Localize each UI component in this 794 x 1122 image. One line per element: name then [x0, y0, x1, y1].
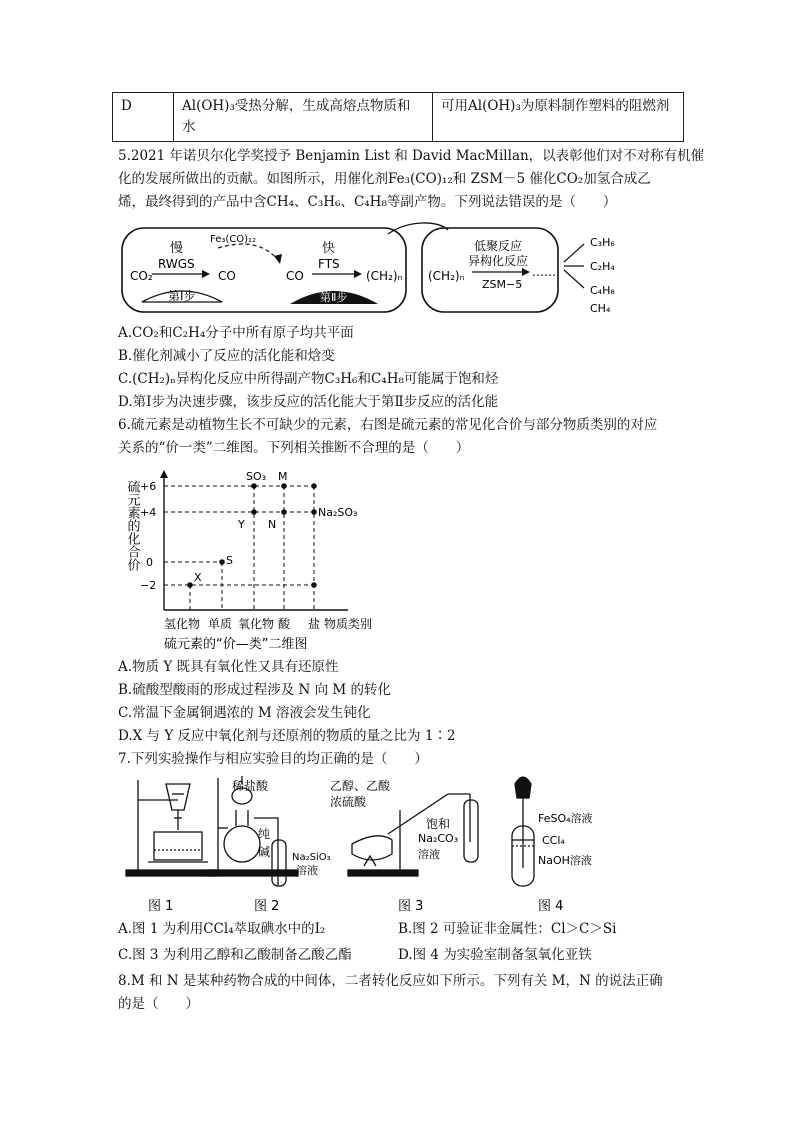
ytick-6: +6: [140, 480, 157, 493]
table-cell-label: D: [113, 93, 174, 142]
label-step1: 第Ⅰ步: [168, 289, 196, 303]
q8-line1: 8.M 和 N 是某种药物合成的中间体，二者转化反应如下所示。下列有关 M，N 的说法正确: [118, 973, 663, 989]
label-co-b: CO: [286, 269, 304, 283]
label-step2: 第Ⅱ步: [320, 291, 348, 304]
label-p2: C₂H₄: [590, 260, 615, 273]
q6-line2: 关系的“价一类”二维图。下列相关推断不合理的是（ ）: [118, 440, 470, 456]
q5-options: [118, 322, 678, 414]
q7-option-d: D.图 4 为实验室制备氢氧化亚铁: [398, 947, 592, 963]
label-fts: FTS: [318, 257, 340, 271]
xtick-oxide: 氧化物: [238, 617, 275, 631]
caption-fig1: 图 1: [148, 899, 174, 914]
label-feso4: FeSO₄溶液: [538, 812, 593, 825]
label-fast: 快: [322, 241, 336, 256]
label-ch2n-a: (CH₂)ₙ: [366, 269, 403, 283]
q5-reaction-diagram: [118, 222, 678, 322]
caption-fig4: 图 4: [538, 899, 564, 914]
arrow-oligomer-head: [522, 268, 530, 276]
label-pure: 纯: [258, 827, 271, 841]
ytick-4: +4: [140, 506, 157, 519]
ytick-neg2: −2: [140, 579, 157, 592]
xtick-salt: 盐: [308, 617, 321, 631]
label-catalyst: Fe₃(CO)₁₂: [210, 234, 257, 245]
dots: ……: [532, 265, 556, 279]
label-co2: CO₂: [130, 269, 153, 283]
point-s: [219, 559, 225, 565]
label-s: S: [226, 554, 233, 567]
table-cell-fact-line1: Al(OH)₃受热分解，生成高熔点物质和: [182, 98, 411, 114]
q6-option-a: A.物质 Y 既具有氧化性又具有还原性: [118, 659, 339, 675]
point-y: [251, 509, 257, 515]
label-p1: C₃H₆: [590, 236, 615, 249]
table-cell-fact-line2: 水: [182, 119, 196, 135]
q5-option-d: D.第Ⅰ步为决速步骤，该步反应的活化能大于第Ⅱ步反应的活化能: [118, 394, 499, 410]
label-p4: CH₄: [590, 302, 611, 315]
label-slow: 慢: [170, 241, 184, 256]
q5-line1: 5.2021 年诺贝尔化学奖授予 Benjamin List 和 David MacMillan，以表彰他们对不对称有机催: [118, 148, 705, 164]
label-co-a: CO: [218, 269, 236, 283]
label-x: X: [194, 571, 202, 584]
point-na2so3: [311, 509, 317, 515]
fig1-separatory-funnel: [126, 780, 216, 876]
ytick-0: 0: [146, 556, 153, 569]
label-ethanol-acid: 乙醇、乙酸: [330, 779, 391, 793]
label-y: Y: [238, 518, 245, 531]
label-soda: 碱: [258, 845, 271, 859]
q8-line2: 的是（ ）: [118, 996, 199, 1012]
q5-option-a: A.CO₂和C₂H₄分子中所有原子均共平面: [118, 325, 354, 341]
arrow-rwgs-head: [202, 270, 210, 278]
point-n: [281, 509, 287, 515]
label-solution-b: 溶液: [418, 848, 440, 861]
q5-line3: 烯，最终得到的产品中含CH₄、C₃H₆、C₄H₈等副产物。下列说法错误的是（ ）: [118, 194, 617, 210]
label-na2co3: Na₂CO₃: [418, 832, 459, 845]
label-na2so3: Na₂SO₃: [318, 506, 358, 519]
label-saturated: 饱和: [426, 817, 451, 831]
fig3-ester-apparatus: [348, 794, 478, 876]
grid-dashes: [164, 486, 314, 610]
arrow-p1: [564, 244, 584, 262]
question-6-stem: [118, 414, 678, 460]
question-8-stem: [118, 970, 678, 1016]
table-cell-fact: [174, 93, 433, 142]
option-table: [112, 92, 684, 142]
label-react-1: 低聚反应: [474, 239, 523, 253]
label-react-2: 异构化反应: [468, 254, 529, 268]
label-m: M: [278, 470, 288, 483]
q6-valence-chart: [118, 468, 378, 654]
xtick-element: 单质: [208, 617, 233, 631]
fig4-test-tube: [512, 777, 534, 886]
q5-option-b: B.催化剂减小了反应的活化能和焓变: [118, 348, 335, 364]
label-conc-h2so4: 浓硫酸: [330, 795, 367, 809]
q5-option-c: C.(CH₂)ₙ异构化反应中所得副产物C₃H₆和C₄H₈可能属于饱和烃: [118, 371, 499, 387]
table-row: [113, 93, 684, 142]
label-zsm: ZSM−5: [482, 278, 523, 291]
point-x: [187, 582, 193, 588]
caption-fig2: 图 2: [254, 899, 280, 914]
q5-line2: 化的发展所做出的贡献。如图所示，用催化剂Fe₃(CO)₁₂和 ZSM－5 催化CO₂加氢合成乙: [118, 171, 651, 187]
caption-fig3: 图 3: [398, 899, 424, 914]
chart-caption: 硫元素的“价—类”二维图: [164, 637, 308, 652]
label-rwgs: RWGS: [158, 257, 195, 271]
q6-option-b: B.硫酸型酸雨的形成过程涉及 N 向 M 的转化: [118, 682, 392, 698]
chart-xlabel: 物质类别: [324, 617, 373, 631]
point-m: [281, 483, 287, 489]
label-p3: C₄H₈: [590, 284, 615, 297]
label-solution-a: 溶液: [296, 864, 318, 877]
q6-line1: 6.硫元素是动植物生长不可缺少的元素，右图是硫元素的常见化合价与部分物质类别的对应: [118, 417, 658, 433]
point-salt-neg2: [311, 582, 317, 588]
xtick-acid: 酸: [278, 617, 291, 631]
question-5-stem: [118, 145, 705, 214]
point-so3: [251, 483, 257, 489]
point-salt-6: [311, 483, 317, 489]
label-ch2n-b: (CH₂)ₙ: [428, 269, 465, 283]
q6-option-c: C.常温下金属铜遇浓的 M 溶液会发生钝化: [118, 705, 371, 721]
arrow-fts-head: [354, 270, 362, 278]
table-cell-application: 可用Al(OH)₃为原料制作塑料的阻燃剂: [433, 93, 684, 142]
q6-option-d: D.X 与 Y 反应中氧化剂与还原剂的物质的量之比为 1∶2: [118, 728, 456, 744]
q7-option-b: B.图 2 可验证非金属性：Cl＞C＞Si: [398, 921, 617, 937]
y-axis-arrow: [160, 470, 168, 478]
catalyst-arrow-head: [274, 254, 282, 264]
q7-option-c: C.图 3 为利用乙醇和乙酸制备乙酸乙酯: [118, 947, 352, 963]
label-na2sio3: Na₂SiO₃: [292, 852, 331, 863]
arrow-p3: [564, 270, 584, 288]
q7-option-a: A.图 1 为利用CCl₄萃取碘水中的I₂: [118, 921, 326, 937]
label-dilute-hcl: 稀盐酸: [232, 779, 269, 793]
xtick-hydride: 氢化物: [164, 617, 201, 631]
chart-ylabel: 硫元素的化合价: [124, 480, 140, 571]
label-ccl4: CCl₄: [542, 834, 565, 847]
q7-apparatus: [118, 770, 678, 918]
q6-options: [118, 656, 678, 748]
label-so3: SO₃: [246, 470, 267, 483]
question-7-stem: 7.下列实验操作与相应实验目的均正确的是（ ）: [118, 751, 428, 767]
catalyst-dashed-arrow: [218, 244, 278, 260]
label-naoh: NaOH溶液: [538, 854, 592, 867]
label-n: N: [268, 518, 277, 531]
